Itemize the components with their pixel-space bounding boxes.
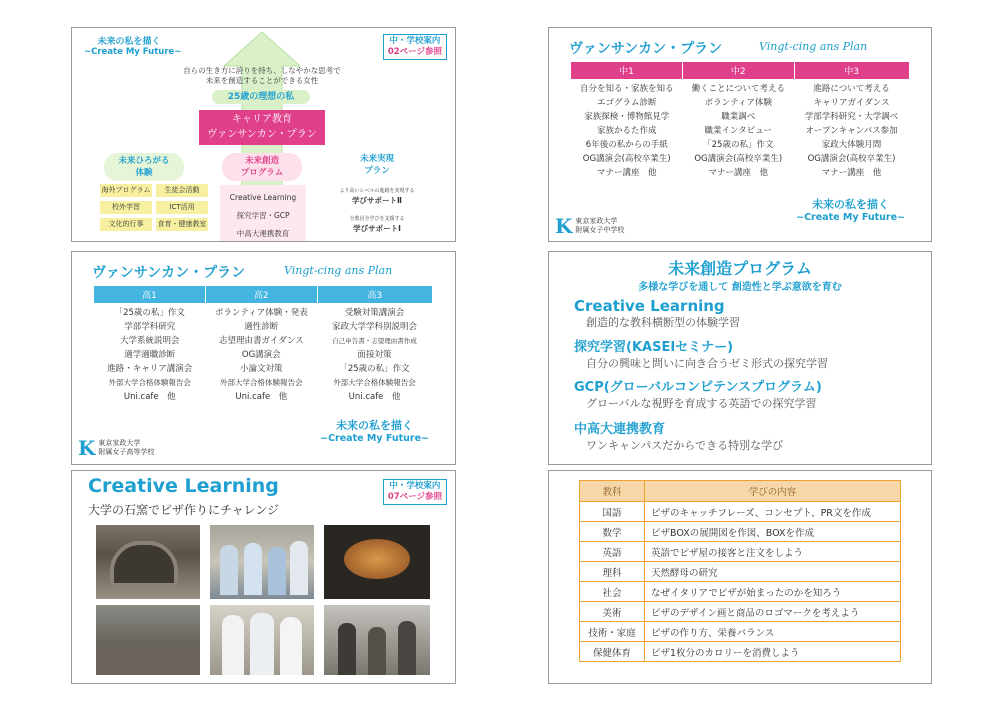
- vision-statement: 自らの生き方に誇りを持ち、しなやかな思考で 未来を創造することができる女性: [183, 66, 341, 85]
- plan-title: ヴァンサンカン・プラン: [92, 265, 246, 281]
- plan-title: ヴァンサンカン・プラン: [569, 41, 723, 57]
- school-logo-mark: K: [78, 436, 96, 460]
- realization-item: 学びサポートⅠ: [353, 224, 401, 233]
- ideal-self-label: 25歳の理想の私: [212, 90, 310, 104]
- future-creation-program-panel: [548, 251, 932, 465]
- program-subtitle: 多様な学びを通して 創造性と学ぶ意欲を育む: [638, 282, 842, 293]
- future-tagline: 未来の私を描く ~Create My Future~: [320, 419, 429, 444]
- experience-items: [100, 184, 212, 231]
- grade-header: 高3: [317, 286, 432, 303]
- expanding-experience-heading: 未来ひろがる 体験: [104, 153, 184, 181]
- subject-table: [579, 480, 901, 662]
- creative-subtitle: 大学の石窯でピザ作りにチャレンジ: [88, 503, 280, 517]
- future-tagline: 未来の私を描く ~Create My Future~: [796, 198, 905, 223]
- program-item: Creative Learning 創造的な教科横断型の体験学習: [574, 297, 740, 329]
- students-cooking-photo: [210, 525, 314, 599]
- creation-items: [220, 185, 306, 242]
- creation-item: 探究学習・GCP: [236, 211, 290, 220]
- table-row: 英語 英語でピザ屋の接客と注文をしよう: [580, 542, 901, 562]
- classroom-photo: [96, 605, 200, 675]
- table-row: 美術 ピザのデザイン画と商品のロゴマークを考えよう: [580, 602, 901, 622]
- junior-high-plan-table: 中1 中2 中3 自分を知る・家族を知る 働くことについて考える 進路について考える エゴグラム診断 ボランティア体験 キャリアガイダンス 家族探検・博物館見学 職業調べ 学部学科研究・大学調べ 家族かるた作成 職業インタビュー オープンキャンパス参加 6年後の私からの手紙 「25歳の私」作文 家政大体験月間 OG講演会(高校卒業生) OG講演会(高校卒業生) OG講演会(高校卒業生) マナー講座 他 マナー講座 他 マナー講座 他: [571, 62, 909, 180]
- table-row: 社会 なぜイタリアでピザが始まったのかを知ろう: [580, 582, 901, 602]
- table-row: 数学 ピザBOXの展開図を作図、BOXを作成: [580, 522, 901, 542]
- experience-item: ICT活用: [156, 201, 208, 214]
- pizza-photo: [324, 525, 430, 599]
- subject-table-panel: [548, 470, 932, 684]
- grade-header: 高1: [94, 286, 206, 303]
- page-ref-badge: 中・学校案内 02ページ参照: [383, 34, 447, 60]
- grade-header: 中3: [794, 62, 909, 79]
- future-realization-heading: 未来実現 プラン: [359, 154, 394, 176]
- program-item: 探究学習(KASEIセミナー) 自分の興味と問いに向き合うゼミ形式の探究学習: [574, 340, 828, 370]
- table-row: 保健体育 ピザ1枚分のカロリーを消費しよう: [580, 642, 901, 662]
- program-item: GCP(グローバルコンピテンスプログラム) グローバルな視野を育成する英語での探究学習: [574, 380, 822, 410]
- table-row: 技術・家庭 ピザの作り方、栄養バランス: [580, 622, 901, 642]
- creation-item: Creative Learning: [229, 193, 297, 202]
- content-header: 学びの内容: [645, 481, 901, 502]
- presentation-photo: [324, 605, 430, 675]
- grade-header: 高2: [206, 286, 318, 303]
- creative-title: Creative Learning: [88, 475, 279, 497]
- table-row: 国語 ピザのキャッチフレーズ、コンセプト、PR文を作成: [580, 502, 901, 522]
- stone-oven-photo: [96, 525, 200, 599]
- table-header-row: [580, 481, 901, 502]
- experience-item: 校外学習: [100, 201, 152, 214]
- students-baking-photo: [210, 605, 314, 675]
- plan-script-title: Vingt-cing ans Plan: [759, 40, 868, 53]
- experience-item: 文化的行事: [100, 218, 152, 231]
- subject-header: 教科: [580, 481, 645, 502]
- school-logo-mark: K: [555, 214, 573, 238]
- realization-item: 学びサポートⅡ: [352, 196, 402, 205]
- high-school-plan-panel: [71, 251, 456, 465]
- grade-header: 中2: [683, 62, 795, 79]
- future-heading: 未来の私を描く ~Create My Future~: [84, 37, 182, 57]
- experience-item: 生徒会活動: [156, 184, 208, 197]
- experience-item: 海外プログラム: [100, 184, 152, 197]
- school-logo: K 東京家政大学 附属女子中学校: [555, 214, 625, 238]
- program-title: 未来創造プログラム: [668, 259, 812, 278]
- table-row: 理科 天然酵母の研究: [580, 562, 901, 582]
- concept-panel: [71, 27, 456, 242]
- school-logo: K 東京家政大学 附属女子高等学校: [78, 436, 155, 460]
- page-ref-badge: 中・学校案内 07ページ参照: [383, 479, 447, 505]
- creative-learning-panel: [71, 470, 456, 684]
- high-school-plan-table: 高1 高2 高3 「25歳の私」作文 ボランティア体験・発表 受験対策講演会 学部学科研究 適性診断 家政大学学科別説明会 大学系統説明会 志望理由書ガイダンス 自己申告書・志望理由書作成 適学適職診断 OG講演会 面接対策 進路・キャリア講演会 小論文対策 「25歳の私」作文 外部大学合格体験報告会 外部大学合格体験報告会 外部大学合格体験報告会 Uni.cafe 他 Uni.cafe 他 Uni.cafe 他: [94, 286, 432, 404]
- realization-items: より高いレベルの進路を実現する 学びサポートⅡ 全教員全学びを支援する 学びサポートⅠ: [327, 188, 427, 234]
- creation-item: 中高大連携教育: [236, 229, 290, 238]
- future-creation-heading: 未来創造 プログラム: [222, 153, 302, 181]
- program-item: 中高大連携教育 ワンキャンパスだからできる特別な学び: [574, 422, 784, 452]
- junior-high-plan-panel: [548, 27, 932, 242]
- grade-header: 中1: [571, 62, 683, 79]
- plan-script-title: Vingt-cing ans Plan: [284, 264, 393, 277]
- experience-item: 食育・健康教室: [156, 218, 208, 231]
- career-education-box: キャリア教育 ヴァンサンカン・プラン: [199, 110, 325, 145]
